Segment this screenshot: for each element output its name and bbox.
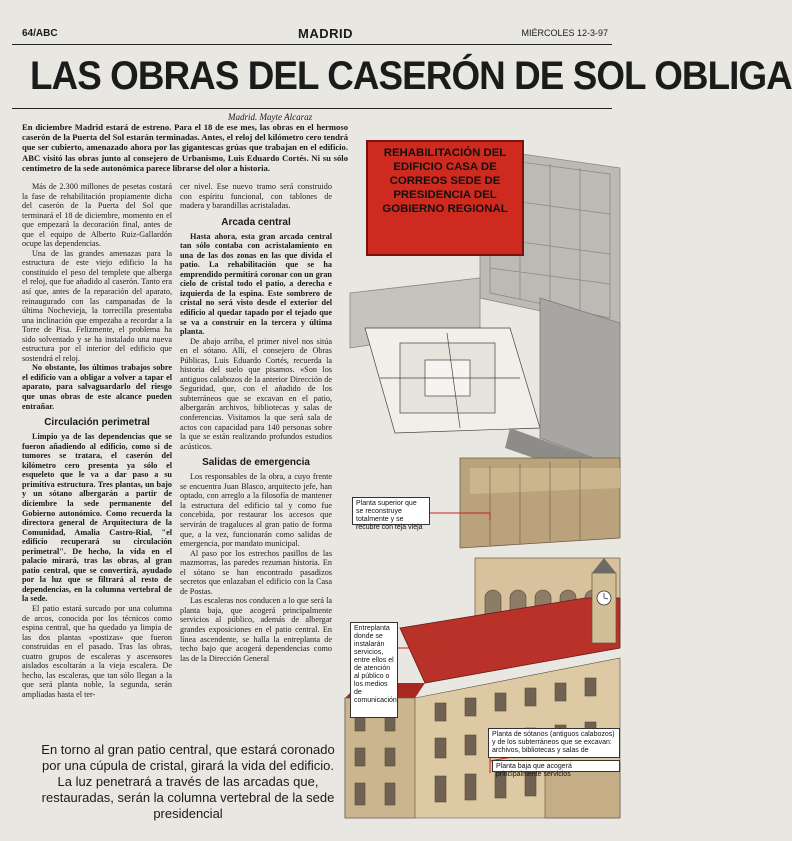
page-header [12,26,612,42]
callout-basement: Planta de sótanos (antiguos calabozos) y de los subterráneos que se excavan: archivos, bibliotecas y salas de [488,728,620,758]
paragraph: No obstante, los últimos trabajos sobre el edificio van a obligar a volver a tapar el aparato, para salvaguardarlo del riesgo que unas obras de este alcance pueden entrañar. [22,363,172,411]
graphic-title: REHABILITACIÓN DEL EDIFICIO CASA DE CORREOS SEDE DE PRESIDENCIA DEL GOBIERNO REGIONAL [366,140,524,256]
subheading: Arcada central [221,216,291,228]
headline-rule [12,108,612,109]
paragraph: Los responsables de la obra, a cuyo frente se encuentra Juan Blasco, arquitecto jefe, han optado, con arreglo a la filosofía de mantener la estructura del edificio tal y como fue concebida, por restaurar los accesos que servirán de tragaluces al gran patio de forma que, a la vez, funcionarán como salidas de emergencia, por mandato municipal. [180,472,332,549]
article-column-2 [180,182,332,724]
pull-quote: En torno al gran patio central, que estará coronado por una cúpula de cristal, girará la vida del edificio. La luz penetrará a través de las arcadas que, restauradas, serán la columna vertebral de la sede presidencial [41,742,335,821]
lead-paragraph: En diciembre Madrid estará de estreno. Para el 18 de ese mes, las obras en el hermoso caserón de la Puerta del Sol estarán terminadas. Antes, el reloj del kilómetro cero tendrá que ser cubierto, amenazado ahora por las gigantescas grúas que trabajan en el edificio. ABC visitó las obras junto al consejero de Urbanismo, Luis Eduardo Cortés. Ni su sólo centímetro de la sede autonómica parece librarse del olor a historia. [22,122,348,173]
paragraph: Una de las grandes amenazas para la estructura de este viejo edificio la ha constituido el peso del templete que alberga el reloj, que fue añadido al caserón. Tanto era así que, antes de la reparación del aparato, reinaugurado con las campanadas de la última Nochevieja, la torrecilla presentaba una inclinación que empezaba a recordar a la Torre de Pisa. Felizmente, el problema ha sido solventado y se ha instalado una nueva estructura por el interior del edificio que sostendrá el reloj. [22,248,172,363]
callout-mezzanine: Entreplanta donde se instalarán servicios, entre ellos el de atención al público o los medios de comunicación [350,622,398,718]
paragraph: El patio estará surcado por una columna de arcos, conocida por los técnicos como espina central, que ha quedado ya limpia de las dos plantas «postizas» que fueron construidas en el pasado. Tras las obras, cuatro grupos de escaleras y ascensores aislados escoltarán a la vieja escalera. De hecho, las escaleras, que tan sólo llegan a la que será planta noble, la segunda, serán ampliadas hasta el ter- [22,603,172,699]
callout-ground-floor: Planta baja que acogerá principalmente servicios [492,760,620,772]
article-column-1 [22,182,172,724]
headline: LAS OBRAS DEL CASERÓN DE SOL OBLIGA [30,54,792,98]
byline: Madrid. Mayte Alcaraz [228,112,313,122]
callout-top-floor: Planta superior que se reconstruye totalmente y se recubre con teja vieja [352,497,430,525]
paragraph: Más de 2.300 millones de pesetas costará la fase de rehabilitación propiamente dicha del caserón de la Puerta del Sol que terminará el 18 de diciembre, momento en el que empezará la decoración final, antes de que el equipo de Alberto Ruiz-Gallardón ocupe las dependencias. [22,182,172,249]
paragraph: cer nivel. Ese nuevo tramo será construido con espíritu funcional, con tablones de madera y barandillas acristaladas. [180,182,332,211]
clock-tower [592,558,616,643]
page-number: 64/ABC [22,28,58,39]
section-title: MADRID [298,26,353,41]
paragraph: Limpio ya de las dependencias que se fueron añadiendo al edificio, como si de tumores se tratara, el caserón del kilómetro cero presenta ya sólo el esqueleto que le va a dar paso a su primitiva estructura. Tres plantas, un bajo y un sótano albergarán a partir de diciembre la sede permanente del Gobierno autonómico. Como recuerda la directora general de Arquitectura de la Comunidad, Amalia Castro-Rial, "el edificio recuperará su circulación perimetral". De hecho, la vida en el palacio mirará, tras las obras, al gran patio central, que se convertirá, ayudado por la luz que se filtrará al resto de dependencias, en la columna vertebral de la sede. [22,432,172,604]
floor-plan [365,328,540,433]
paragraph: Las escaleras nos conducen a lo que será la planta baja, que acogerá principalmente servicios al público, además de albergar grandes exposiciones en el patio central. En línea ascendente, se halla la entreplanta de techo bajo que acogerá dependencias como las de la Dirección General [180,596,332,663]
upper-floor-structure [460,458,620,548]
paragraph: De abajo arriba, el primer nivel nos sitúa en el sótano. Allí, el consejero de Obras Públicas, Luis Eduardo Cortés, recuerda la historia del suelo que pisamos. «Son los antiguos calabozos de la anterior Dirección de Seguridad, que, con el añadido de los subterráneos que se excavan en el patio, albergarán archivos, bibliotecas y salas de conferencias. Visitamos la que será sala de actos con capacidad para 140 personas sobre la que se están realizando profundos estudios acústicos. [180,336,332,451]
issue-date: MIÉRCOLES 12-3-97 [521,28,608,38]
paragraph: Hasta ahora, esta gran arcada central tan sólo contaba con acristalamiento en una de las dos zonas en las que divida el patio. La rehabilitación que se ha emprendido permitirá coronar con un gran cielo de cristal todo el patio, a derecha e izquierda de la espina. Este sombrero de cristal no será visto desde el exterior del edificio al quedar tapado por el tejado que se va a construir en la tercera y última planta. [180,231,332,337]
subheading: Circulación perimetral [44,417,150,429]
paragraph: Al paso por los estrechos pasillos de las mazmorras, las paredes rezuman historia. En el sótano se han encontrado pasadizos secretos que enlazaban el edificio con la Casa de Postas. [180,548,332,596]
header-rule [12,44,612,45]
subheading: Salidas de emergencia [202,457,310,469]
